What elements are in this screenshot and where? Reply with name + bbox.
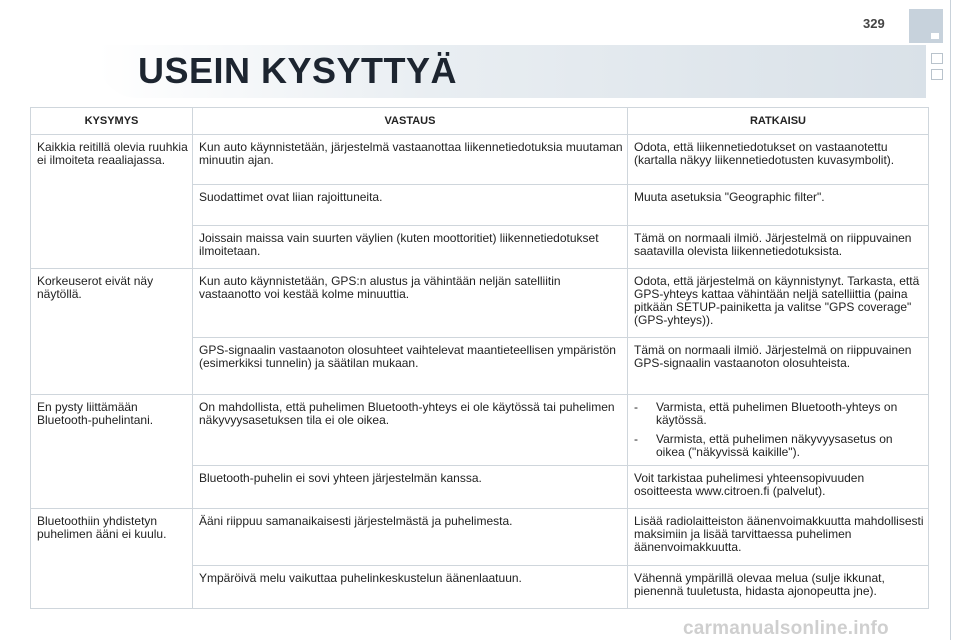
answer-cell: Kun auto käynnistetään, järjestelmä vastaanottaa liikennetiedotuksia muutaman minuutin ajan. — [193, 135, 628, 185]
column-header-question: KYSYMYS — [31, 108, 193, 135]
bullet-dash: - — [634, 432, 638, 446]
solution-cell: Odota, että liikennetiedotukset on vastaanotettu (kartalla näkyy liikennetiedotusten kuvasymbolit). — [628, 135, 929, 185]
column-header-solution: RATKAISU — [628, 108, 929, 135]
answer-cell: Suodattimet ovat liian rajoittuneita. — [193, 185, 628, 226]
section-marker-box — [931, 69, 943, 80]
question-cell: Korkeuserot eivät näy näytöllä. — [31, 269, 193, 395]
solution-cell: Vähennä ympärillä olevaa melua (sulje ikkunat, pienennä tuuletusta, hidasta ajonopeutta jne). — [628, 566, 929, 609]
page-corner-tab — [909, 9, 943, 43]
answer-cell: Kun auto käynnistetään, GPS:n alustus ja vähintään neljän satelliitin vastaanotto voi kestää kolme minuuttia. — [193, 269, 628, 338]
answer-cell: Ääni riippuu samanaikaisesti järjestelmästä ja puhelimesta. — [193, 509, 628, 566]
answer-cell: Ympäröivä melu vaikuttaa puhelinkeskustelun äänenlaatuun. — [193, 566, 628, 609]
solution-cell: Lisää radiolaitteiston äänenvoimakkuutta mahdollisesti maksimiin ja lisää tarvittaessa puhelimen äänenvoimakkuutta. — [628, 509, 929, 566]
table-row — [31, 269, 929, 338]
faq-table — [30, 107, 929, 609]
table-header-row — [31, 108, 929, 135]
list-item — [634, 433, 924, 459]
question-cell: Kaikkia reitillä olevia ruuhkia ei ilmoiteta reaaliajassa. — [31, 135, 193, 269]
table-row — [31, 509, 929, 566]
section-marker-box — [931, 53, 943, 64]
solution-cell — [628, 395, 929, 466]
bullet-text: Varmista, että puhelimen näkyvyysasetus on oikea ("näkyvissä kaikille"). — [656, 432, 893, 459]
question-cell: En pysty liittämään Bluetooth-puhelintani. — [31, 395, 193, 509]
solution-cell: Muuta asetuksia "Geographic filter". — [628, 185, 929, 226]
list-item — [634, 401, 924, 427]
bullet-dash: - — [634, 400, 638, 414]
answer-cell: Joissain maissa vain suurten väylien (kuten moottoritiet) liikennetiedotukset ilmoitetaan. — [193, 226, 628, 269]
corner-tab-mark — [931, 33, 939, 39]
page-edge-rule — [950, 0, 951, 640]
page-title: USEIN KYSYTTYÄ — [138, 50, 458, 91]
answer-cell: On mahdollista, että puhelimen Bluetooth-yhteys ei ole käytössä tai puhelimen näkyvyysasetuksen tila ei ole oikea. — [193, 395, 628, 466]
watermark-text: carmanualsonline.info — [683, 618, 889, 639]
solution-cell: Voit tarkistaa puhelimesi yhteensopivuuden osoitteesta www.citroen.fi (palvelut). — [628, 466, 929, 509]
question-cell: Bluetoothiin yhdistetyn puhelimen ääni ei kuulu. — [31, 509, 193, 609]
page-number: 329 — [863, 16, 885, 31]
bullet-text: Varmista, että puhelimen Bluetooth-yhteys on käytössä. — [656, 400, 898, 427]
solution-cell: Tämä on normaali ilmiö. Järjestelmä on riippuvainen saatavilla olevista liikennetiedotuksista. — [628, 226, 929, 269]
answer-cell: Bluetooth-puhelin ei sovi yhteen järjestelmän kanssa. — [193, 466, 628, 509]
table-row — [31, 395, 929, 466]
solution-cell: Odota, että järjestelmä on käynnistynyt. Tarkasta, että GPS-yhteys kattaa vähintään neljä satelliittia (paina pitkään SETUP-painiketta ja valitse "GPS coverage" (GPS-yhteys)). — [628, 269, 929, 338]
table-row — [31, 135, 929, 185]
answer-cell: GPS-signaalin vastaanoton olosuhteet vaihtelevat maantieteellisen ympäristön (esimerkiksi tunnelin) ja säätilan mukaan. — [193, 338, 628, 395]
column-header-answer: VASTAUS — [193, 108, 628, 135]
solution-cell: Tämä on normaali ilmiö. Järjestelmä on riippuvainen GPS-signaalin vastaanoton olosuhteista. — [628, 338, 929, 395]
solution-bullet-list — [634, 401, 924, 459]
